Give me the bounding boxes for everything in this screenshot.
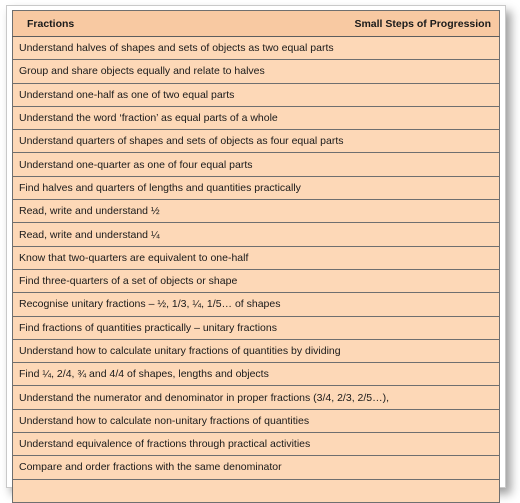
table-cell: Understand one-half as one of two equal parts [13, 83, 500, 106]
table-row [13, 456, 500, 479]
table-cell: Find ¼, 2/4, ¾ and 4/4 of shapes, lengths and objects [13, 363, 500, 386]
table-cell: Compare and order fractions with the same denominator [13, 456, 500, 479]
table-row [13, 433, 500, 456]
table-cell: Find three-quarters of a set of objects or shape [13, 269, 500, 292]
table-cell: Understand quarters of shapes and sets of objects as four equal parts [13, 130, 500, 153]
table-cell: Find fractions of quantities practically – unitary fractions [13, 316, 500, 339]
table-cell-empty [13, 479, 500, 502]
table-cell: Read, write and understand ¼ [13, 223, 500, 246]
table-cell: Understand how to calculate unitary fractions of quantities by dividing [13, 339, 500, 362]
table-row [13, 83, 500, 106]
table-row [13, 176, 500, 199]
table-cell: Know that two-quarters are equivalent to one-half [13, 246, 500, 269]
table-header-row [13, 11, 500, 37]
table-cell: Understand how to calculate non-unitary fractions of quantities [13, 409, 500, 432]
progression-table [12, 10, 500, 503]
table-cell: Understand the word ‘fraction’ as equal parts of a whole [13, 106, 500, 129]
table-row [13, 339, 500, 362]
table-row [13, 60, 500, 83]
table-row [13, 246, 500, 269]
table-cell: Recognise unitary fractions – ½, 1/3, ¼, 1/5… of shapes [13, 293, 500, 316]
table-row [13, 479, 500, 502]
table-row [13, 223, 500, 246]
table-row [13, 130, 500, 153]
table-row [13, 409, 500, 432]
header-small-steps: Small Steps of Progression [354, 17, 491, 30]
table-row [13, 269, 500, 292]
table-cell: Group and share objects equally and relate to halves [13, 60, 500, 83]
table-cell: Understand one-quarter as one of four equal parts [13, 153, 500, 176]
table-row [13, 200, 500, 223]
table-cell: Find halves and quarters of lengths and quantities practically [13, 176, 500, 199]
table-row [13, 153, 500, 176]
table-cell: Read, write and understand ½ [13, 200, 500, 223]
table-row [13, 386, 500, 409]
table-row [13, 106, 500, 129]
table-header [13, 11, 500, 37]
header-fractions: Fractions [27, 17, 75, 30]
table-cell: Understand the numerator and denominator in proper fractions (3/4, 2/3, 2/5…), [13, 386, 500, 409]
table-row [13, 363, 500, 386]
table-cell: Understand halves of shapes and sets of objects as two equal parts [13, 37, 500, 60]
table-cell: Understand equivalence of fractions through practical activities [13, 433, 500, 456]
table-row [13, 293, 500, 316]
table-row [13, 316, 500, 339]
document-card [6, 5, 506, 488]
table-row [13, 37, 500, 60]
